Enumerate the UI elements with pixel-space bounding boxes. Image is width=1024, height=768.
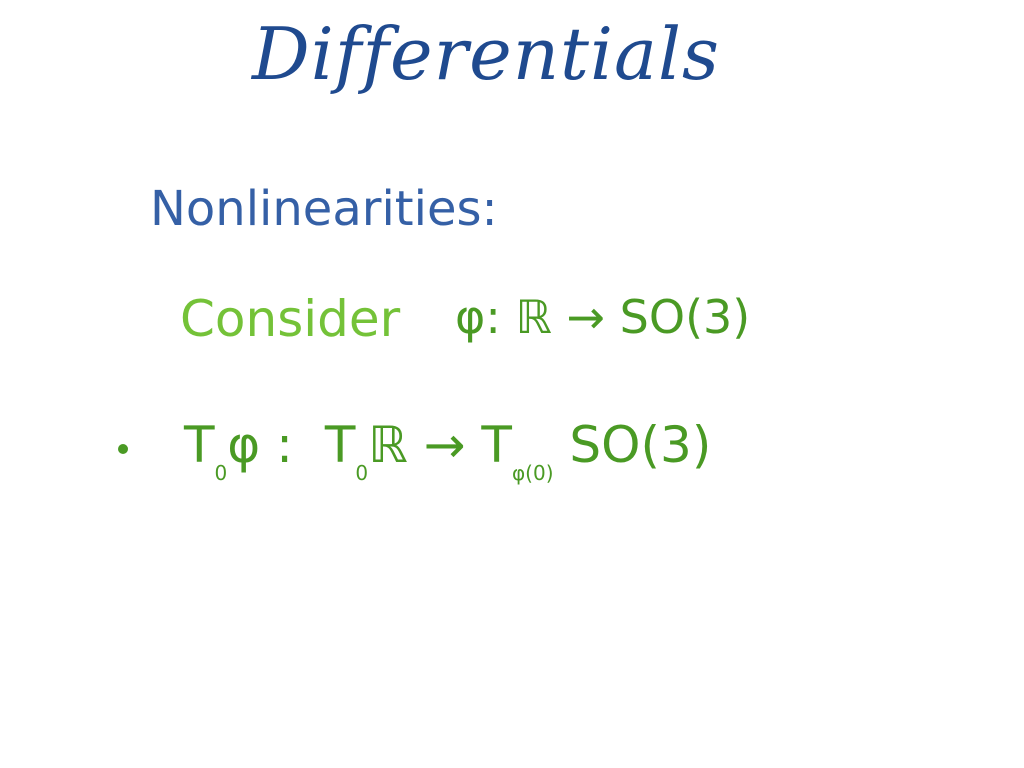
arrow: →: [423, 416, 466, 474]
tangent-symbol: T: [184, 416, 215, 474]
tangent-map-expression: [184, 416, 712, 485]
page-title: Differentials: [252, 12, 720, 96]
codomain-space: SO(3): [569, 416, 712, 474]
bullet-item: [118, 416, 838, 510]
codomain-tangent: T: [481, 416, 512, 474]
bullet-icon: [118, 444, 128, 454]
domain-space: ℝ: [368, 416, 408, 474]
domain-tangent: T: [324, 416, 356, 474]
consider-line: [180, 290, 880, 360]
tangent-subscript: 0: [214, 461, 228, 485]
consider-word: Consider: [180, 290, 401, 348]
phi-colon: φ :: [227, 416, 294, 474]
section-heading: Nonlinearities:: [150, 181, 498, 237]
domain-subscript: 0: [355, 461, 369, 485]
codomain-subscript: φ(0): [511, 461, 554, 485]
consider-expression: φ: ℝ → SO(3): [455, 290, 751, 344]
